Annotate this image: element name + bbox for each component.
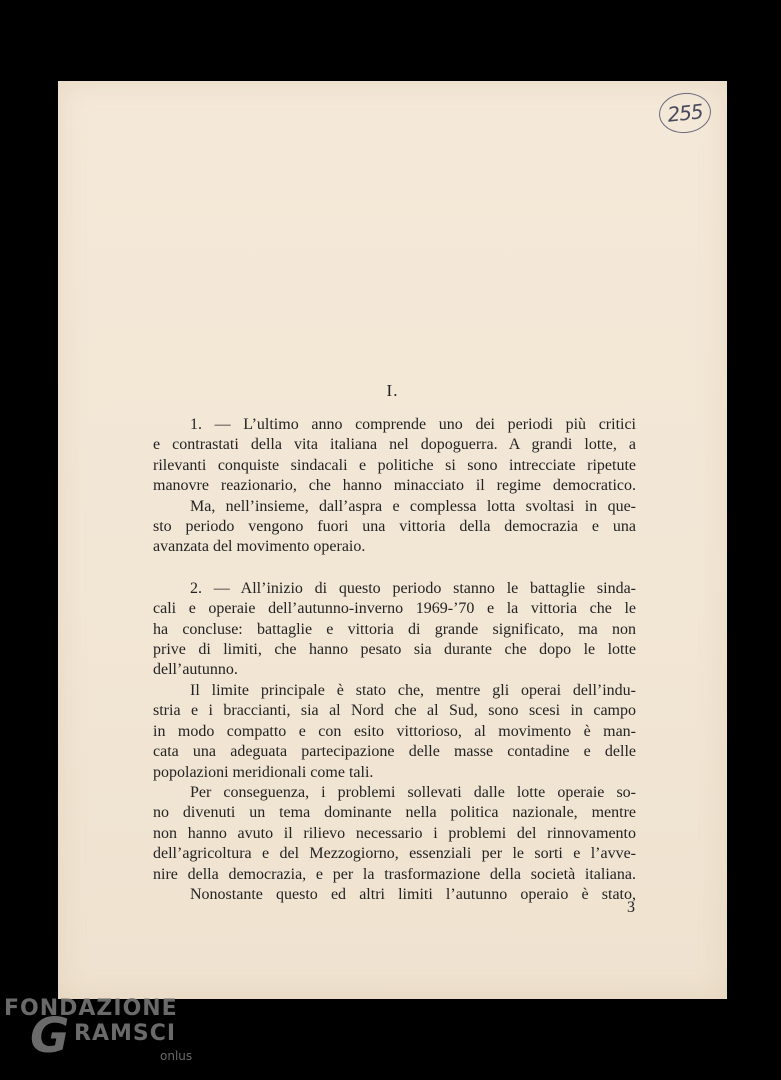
text-line: dell’agricoltura e del Mezzogiorno, essenziali per le sorti e l’avve- xyxy=(153,845,636,863)
text-line: Per conseguenza, i problemi sollevati dalle lotte operaie so- xyxy=(190,783,636,801)
text-line: rilevanti conquiste sindacali e politiche si sono intrecciate ripetute xyxy=(153,456,636,474)
archive-stamp xyxy=(657,90,713,135)
text-line: 2. — All’inizio di questo periodo stanno le battaglie sinda- xyxy=(190,579,636,597)
text-line: sto periodo vengono fuori una vittoria della democrazia e una xyxy=(153,518,636,536)
text-line: Il limite principale è stato che, mentre gli operai dell’indu- xyxy=(190,681,636,699)
paragraph-4 xyxy=(153,681,636,783)
text-line: popolazioni meridionali come tali. xyxy=(153,763,374,781)
text-line: 1. — L’ultimo anno comprende uno dei periodi più critici xyxy=(190,416,636,433)
paragraph-1 xyxy=(153,415,636,497)
text-line: in modo compatto e con esito vittorioso, al movimento è man- xyxy=(153,722,636,740)
text-line: Nonostante questo ed altri limiti l’autunno operaio è stato, xyxy=(190,885,636,903)
document-page xyxy=(58,81,727,999)
text-line: cata una adeguata partecipazione delle masse contadine e delle xyxy=(153,743,636,761)
watermark-suffix: onlus xyxy=(160,1049,193,1063)
text-line: avanzata del movimento operaio. xyxy=(153,538,366,556)
page-number: 3 xyxy=(627,899,635,916)
paragraph-3 xyxy=(153,579,636,681)
text-line: cali e operaie dell’autunno-inverno 1969-’70 e la vittoria che le xyxy=(153,600,636,618)
body-text xyxy=(153,415,636,905)
paragraph-gap xyxy=(153,558,636,579)
text-line: ha concluse: battaglie e vittoria di grande significato, ma non xyxy=(153,620,636,638)
text-line: stria e i braccianti, sia al Nord che al Sud, sono scesi in campo xyxy=(153,702,636,720)
text-line: dell’autunno. xyxy=(153,661,238,679)
paragraph-6 xyxy=(153,885,636,905)
text-line: e contrastati della vita italiana nel dopoguerra. A grandi lotte, a xyxy=(153,436,636,454)
text-line: manovre reazionario, che hanno minacciato il regime democratico. xyxy=(153,477,636,495)
watermark-line-1: FONDAZIONE xyxy=(4,996,178,1021)
text-line: nire della democrazia, e per la trasformazione della società italiana. xyxy=(153,865,636,883)
text-line: no divenuti un tema dominante nella politica nazionale, mentre xyxy=(153,804,636,822)
text-line: non hanno avuto il rilievo necessario i problemi del rinnovamento xyxy=(153,824,636,842)
foundation-watermark xyxy=(2,996,202,1076)
text-line: prive di limiti, che hanno pesato sia durante che dopo le lotte xyxy=(153,641,636,659)
text-line: Ma, nell’insieme, dall’aspra e complessa lotta svoltasi in que- xyxy=(190,497,636,515)
stamp-number: 255 xyxy=(666,99,704,127)
watermark-initial: G xyxy=(30,1008,70,1064)
section-title: I. xyxy=(386,381,399,400)
watermark-line-2: RAMSCI xyxy=(74,1021,177,1046)
paragraph-5 xyxy=(153,783,636,885)
paragraph-2 xyxy=(153,497,636,558)
